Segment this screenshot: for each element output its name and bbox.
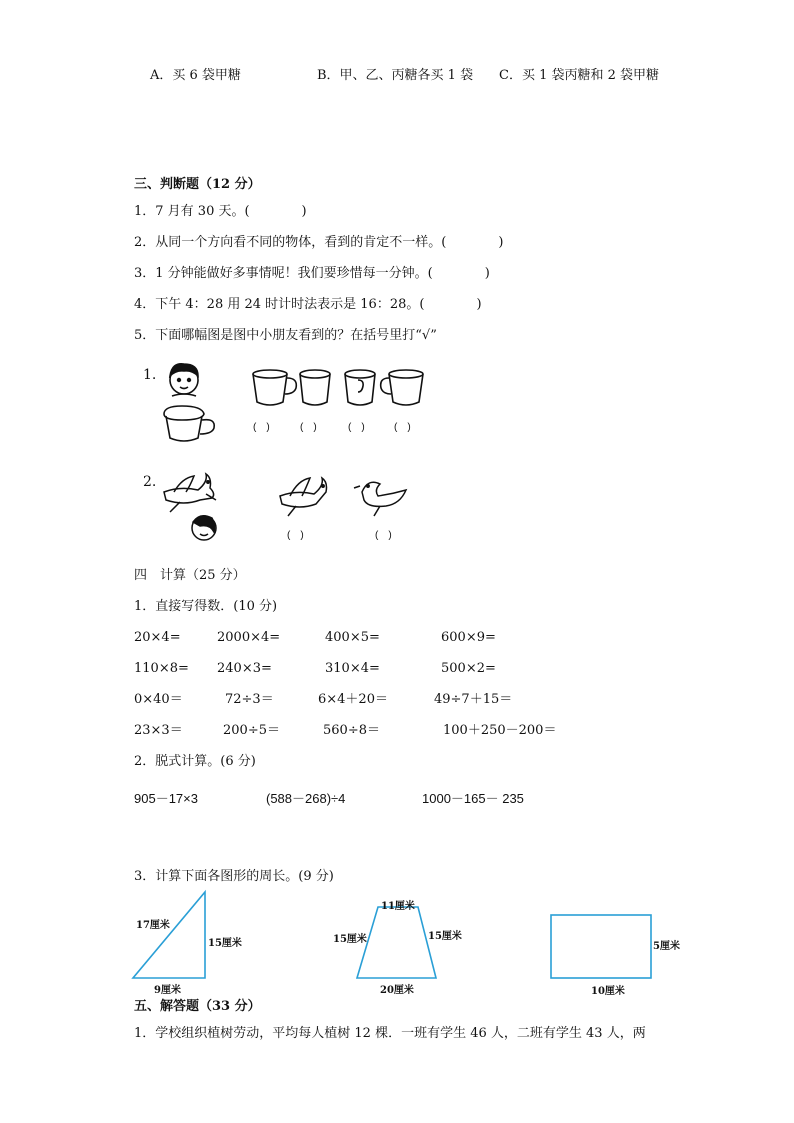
direct-calc-title: 1．直接写得数．(10 分) (134, 599, 278, 614)
calc-cell: 560÷8＝ (323, 723, 380, 738)
calc-cell: 400×5= (325, 630, 380, 645)
calc-cell: 600×9= (441, 630, 496, 645)
stepwise-item: 905－17×3 (134, 791, 198, 806)
option-a: A．买 6 袋甲糖 (150, 68, 241, 83)
judge-item-4: 4．下午 4：28 用 24 时计时法表示是 16：28。( ) (134, 297, 482, 312)
calc-cell: 110×8= (134, 661, 189, 676)
calc-cell: 23×3＝ (134, 723, 183, 738)
trapezoid-bottom-label: 20厘米 (380, 985, 414, 996)
judge-item-2: 2．从同一个方向看不同的物体，看到的肯定不一样。( ) (134, 235, 504, 250)
option-b: B．甲、乙、丙糖各买 1 袋 (317, 68, 474, 83)
paren-dove-2[interactable]: ( ) (375, 530, 392, 541)
picture-2-number: 2. (143, 474, 157, 490)
paren-cup-4[interactable]: ( ) (394, 422, 411, 433)
picture-1-number: 1. (143, 367, 157, 383)
section4-title: 四 计算（25 分） (134, 568, 246, 583)
cups-views (248, 368, 428, 418)
calc-cell: 310×4= (325, 661, 380, 676)
trapezoid-shape (357, 907, 436, 978)
judge-item-1: 1．7 月有 30 天。( ) (134, 204, 307, 219)
calc-cell: 20×4= (134, 630, 181, 645)
dove-with-child-illustration (160, 470, 240, 550)
child-with-cup-illustration (160, 358, 240, 448)
triangle-hyp-label: 17厘米 (136, 920, 170, 931)
calc-cell: 2000×4= (217, 630, 281, 645)
stepwise-item: (588－268)÷4 (266, 791, 346, 806)
calc-cell: 200÷5＝ (223, 723, 280, 738)
dove-views (276, 474, 436, 524)
trapezoid-top-label: 11厘米 (381, 901, 415, 912)
section3-title: 三、判断题（12 分） (134, 177, 261, 192)
section5-title: 五、解答题（33 分） (134, 999, 261, 1014)
calc-cell: 500×2= (441, 661, 496, 676)
perimeter-title: 3．计算下面各图形的周长。(9 分) (134, 869, 334, 884)
calc-cell: 100＋250－200＝ (443, 723, 557, 738)
judge-item-5: 5．下面哪幅图是图中小朋友看到的？在括号里打“√” (134, 328, 437, 343)
trapezoid-left-label: 15厘米 (333, 934, 367, 945)
trapezoid-right-label: 15厘米 (428, 931, 462, 942)
calc-cell: 72÷3＝ (225, 692, 274, 707)
triangle-base-label: 9厘米 (154, 985, 181, 996)
calc-cell: 49÷7＋15＝ (434, 692, 513, 707)
triangle-shape (133, 892, 205, 978)
paren-cup-3[interactable]: ( ) (348, 422, 365, 433)
stepwise-calc-title: 2．脱式计算。(6 分) (134, 754, 256, 769)
stepwise-item: 1000－165－ 235 (422, 791, 524, 806)
calc-cell: 0×40＝ (134, 692, 183, 707)
paren-cup-1[interactable]: ( ) (253, 422, 270, 433)
triangle-side-label: 15厘米 (208, 938, 242, 949)
rectangle-width-label: 10厘米 (591, 986, 625, 997)
calc-cell: 240×3= (217, 661, 272, 676)
option-c: C．买 1 袋丙糖和 2 袋甲糖 (499, 68, 660, 83)
word-problem-1: 1．学校组织植树劳动，平均每人植树 12 棵．一班有学生 46 人，二班有学生 43 人，两 (134, 1026, 646, 1041)
rectangle-shape (551, 915, 651, 978)
judge-item-3: 3．1 分钟能做好多事情呢！我们要珍惜每一分钟。( ) (134, 266, 490, 281)
paren-cup-2[interactable]: ( ) (300, 422, 317, 433)
rectangle-height-label: 5厘米 (653, 941, 680, 952)
calc-cell: 6×4＋20＝ (318, 692, 388, 707)
paren-dove-1[interactable]: ( ) (287, 530, 304, 541)
